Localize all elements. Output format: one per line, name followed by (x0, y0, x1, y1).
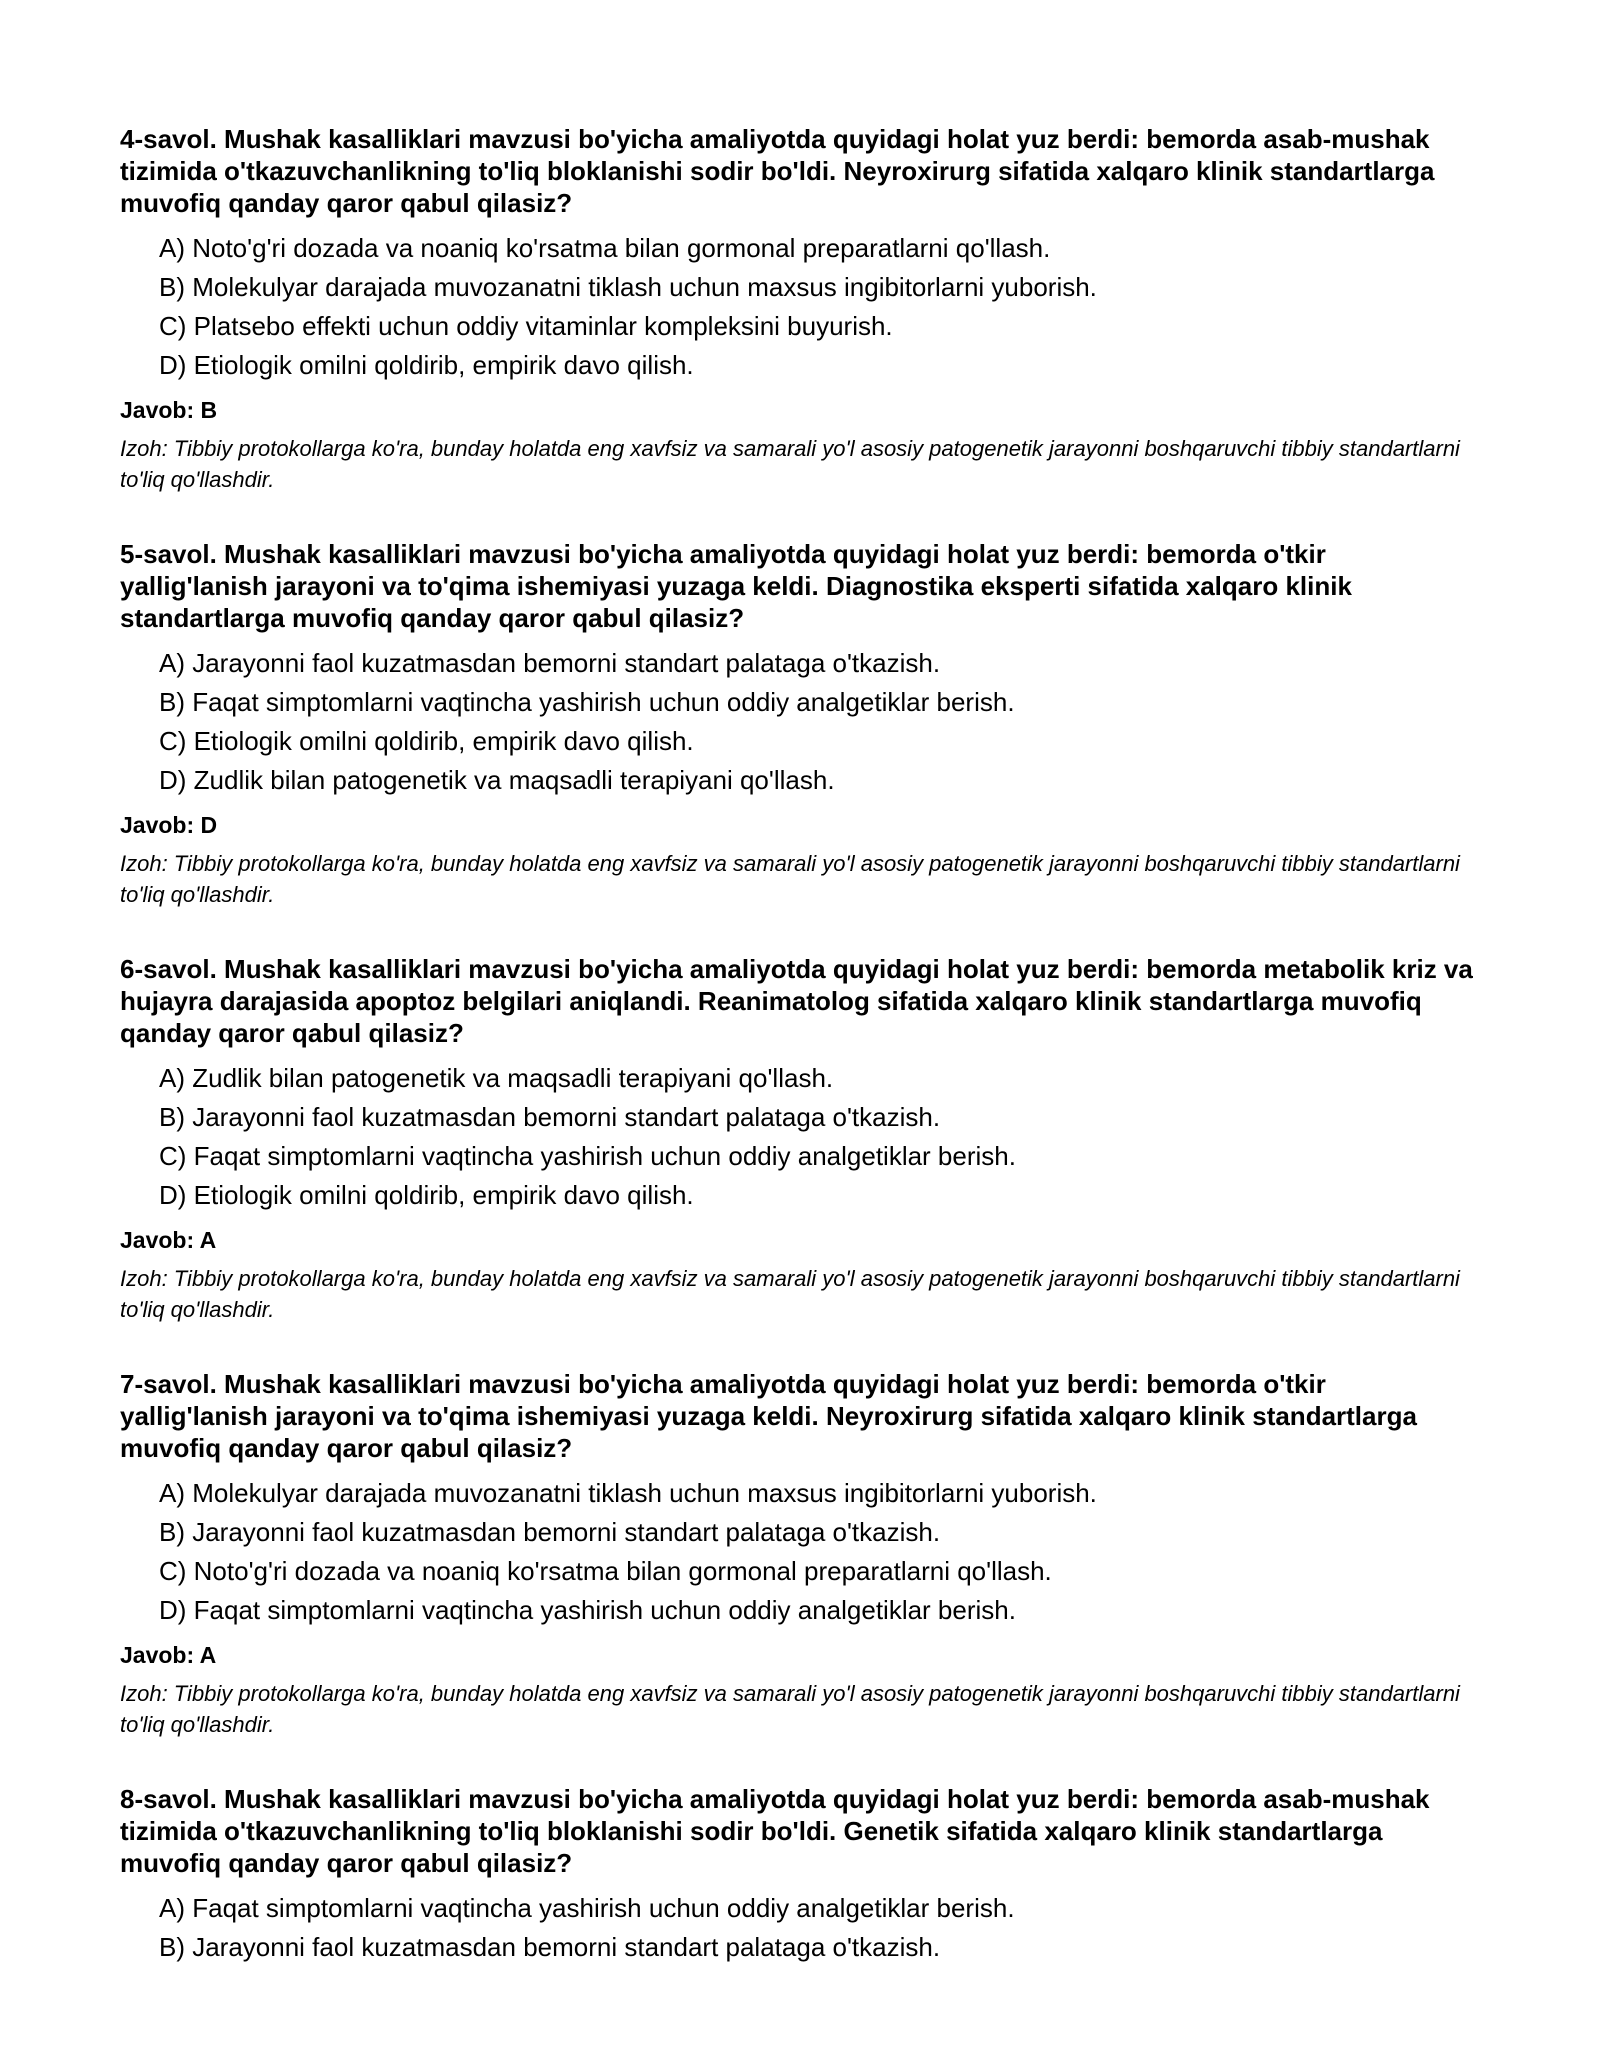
option-b: B) Faqat simptomlarni vaqtincha yashirish uchun oddiy analgetiklar berish. (159, 687, 1015, 717)
option-b: B) Jarayonni faol kuzatmasdan bemorni standart palataga o'tkazish. (159, 1932, 941, 1962)
question-text: 6-savol. Mushak kasalliklari mavzusi bo'yicha amaliyotda quyidagi holat yuz berdi: bemorda metabolik kriz va hujayra darajasida apoptoz belgilari aniqlandi. Reanimatolog sifatida xalqaro klinik standartlarga muvofiq qanday qaror qabul qilasiz? (120, 954, 1473, 1048)
explanation-note: Izoh: Tibbiy protokollarga ko'ra, bunday holatda eng xavfsiz va samarali yo'l asosiy patogenetik jarayonni boshqaruvchi tibbiy standartlarni to'liq qo'llashdir. (120, 1681, 1460, 1737)
explanation-note: Izoh: Tibbiy protokollarga ko'ra, bunday holatda eng xavfsiz va samarali yo'l asosiy patogenetik jarayonni boshqaruvchi tibbiy standartlarni to'liq qo'llashdir. (120, 1266, 1460, 1322)
question-text: 4-savol. Mushak kasalliklari mavzusi bo'yicha amaliyotda quyidagi holat yuz berdi: bemorda asab-mushak tizimida o'tkazuvchanlikning to'liq bloklanishi sodir bo'ldi. Neyroxirurg sifatida xalqaro klinik standartlarga muvofiq qanday qaror qabul qilasiz? (120, 124, 1435, 218)
option-b: B) Jarayonni faol kuzatmasdan bemorni standart palataga o'tkazish. (159, 1517, 941, 1547)
question-7 (120, 1368, 1480, 1740)
answer: Javob: D (120, 812, 218, 838)
answer: Javob: B (120, 397, 218, 423)
options-list (120, 1059, 1480, 1215)
option-c: C) Noto'g'ri dozada va noaniq ko'rsatma bilan gormonal preparatlarni qo'llash. (159, 1556, 1052, 1586)
question-5 (120, 538, 1480, 910)
option-d: D) Etiologik omilni qoldirib, empirik davo qilish. (159, 350, 694, 380)
question-text: 8-savol. Mushak kasalliklari mavzusi bo'yicha amaliyotda quyidagi holat yuz berdi: bemorda asab-mushak tizimida o'tkazuvchanlikning to'liq bloklanishi sodir bo'ldi. Genetik sifatida xalqaro klinik standartlarga muvofiq qanday qaror qabul qilasiz? (120, 1784, 1430, 1878)
option-d: D) Faqat simptomlarni vaqtincha yashirish uchun oddiy analgetiklar berish. (159, 1595, 1016, 1625)
option-a: A) Noto'g'ri dozada va noaniq ko'rsatma bilan gormonal preparatlarni qo'llash. (159, 233, 1051, 263)
option-c: C) Etiologik omilni qoldirib, empirik davo qilish. (159, 726, 694, 756)
question-text: 7-savol. Mushak kasalliklari mavzusi bo'yicha amaliyotda quyidagi holat yuz berdi: bemorda o'tkir yallig'lanish jarayoni va to'qima ishemiyasi yuzaga keldi. Neyroxirurg sifatida xalqaro klinik standartlarga muvofiq qanday qaror qabul qilasiz? (120, 1369, 1417, 1463)
question-8 (120, 1783, 1480, 1967)
question-text: 5-savol. Mushak kasalliklari mavzusi bo'yicha amaliyotda quyidagi holat yuz berdi: bemorda o'tkir yallig'lanish jarayoni va to'qima ishemiyasi yuzaga keldi. Diagnostika eksperti sifatida xalqaro klinik standartlarga muvofiq qanday qaror qabul qilasiz? (120, 539, 1352, 633)
options-list (120, 1474, 1480, 1630)
option-a: A) Molekulyar darajada muvozanatni tiklash uchun maxsus ingibitorlarni yuborish. (159, 1478, 1097, 1508)
question-4 (120, 123, 1480, 495)
options-list (120, 1889, 1480, 1967)
option-b: B) Molekulyar darajada muvozanatni tiklash uchun maxsus ingibitorlarni yuborish. (159, 272, 1097, 302)
explanation-note: Izoh: Tibbiy protokollarga ko'ra, bunday holatda eng xavfsiz va samarali yo'l asosiy patogenetik jarayonni boshqaruvchi tibbiy standartlarni to'liq qo'llashdir. (120, 851, 1460, 907)
question-6 (120, 953, 1480, 1325)
option-a: A) Faqat simptomlarni vaqtincha yashirish uchun oddiy analgetiklar berish. (159, 1893, 1015, 1923)
option-c: C) Faqat simptomlarni vaqtincha yashirish uchun oddiy analgetiklar berish. (159, 1141, 1016, 1171)
answer: Javob: A (120, 1642, 217, 1668)
options-list (120, 644, 1480, 800)
option-d: D) Zudlik bilan patogenetik va maqsadli terapiyani qo'llash. (159, 765, 835, 795)
option-a: A) Zudlik bilan patogenetik va maqsadli terapiyani qo'llash. (159, 1063, 834, 1093)
explanation-note: Izoh: Tibbiy protokollarga ko'ra, bunday holatda eng xavfsiz va samarali yo'l asosiy patogenetik jarayonni boshqaruvchi tibbiy standartlarni to'liq qo'llashdir. (120, 436, 1460, 492)
option-a: A) Jarayonni faol kuzatmasdan bemorni standart palataga o'tkazish. (159, 648, 941, 678)
option-c: C) Platsebo effekti uchun oddiy vitaminlar kompleksini buyurish. (159, 311, 893, 341)
option-b: B) Jarayonni faol kuzatmasdan bemorni standart palataga o'tkazish. (159, 1102, 941, 1132)
options-list (120, 229, 1480, 385)
option-d: D) Etiologik omilni qoldirib, empirik davo qilish. (159, 1180, 694, 1210)
answer: Javob: A (120, 1227, 217, 1253)
